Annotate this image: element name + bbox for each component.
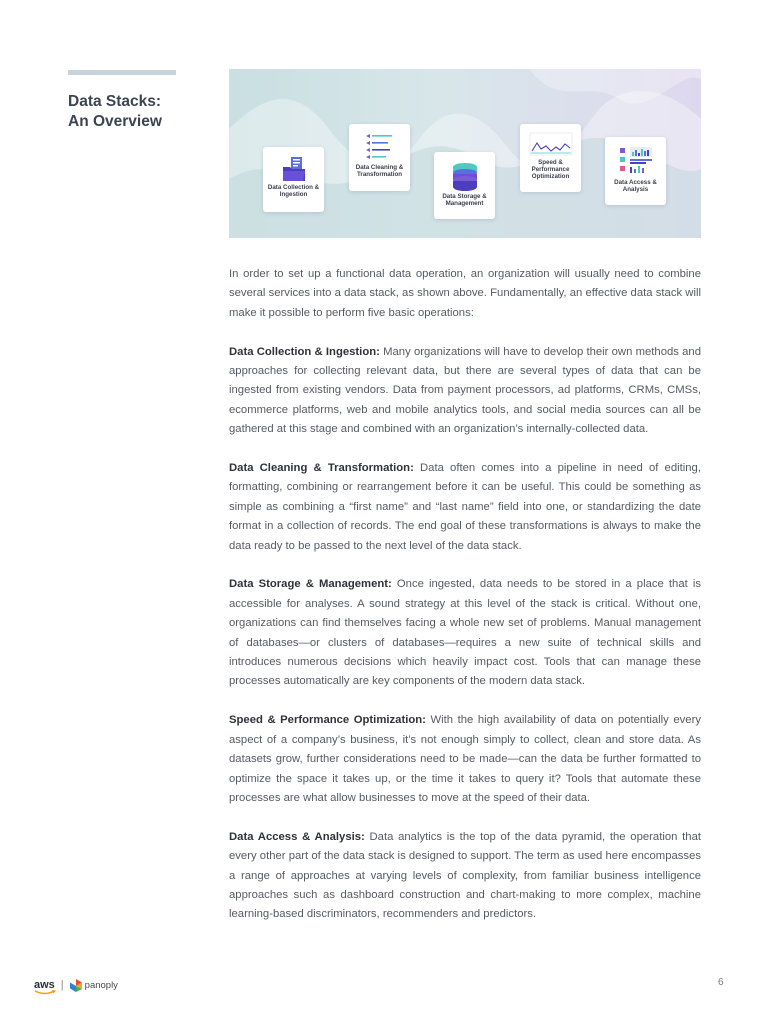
body-text — [229, 265, 701, 944]
stack-card-label: Data Access & Analysis — [614, 179, 657, 193]
section-heading: Data Access & Analysis: — [229, 830, 365, 843]
stack-card-cleaning — [349, 124, 410, 191]
data-stack-illustration — [229, 69, 701, 238]
footer-logos — [34, 976, 118, 994]
page-number: 6 — [718, 977, 724, 988]
section-cleaning — [229, 459, 701, 556]
database-stack-icon — [450, 161, 480, 193]
section-text: Many organizations will have to develop their own methods and approaches for collecting relevant data, but there are several types of data that can be ingested from existing vendors. Data from payment processors, ad platforms, CRMs, CMSs, ecommerce platforms, web and mobile analytics tools, and social media sources can all be gathered at this stage and combined with an organization’s internally-collected data. — [229, 345, 701, 436]
stack-card-label: Data Storage & Management — [442, 193, 487, 207]
section-heading: Data Cleaning & Transformation: — [229, 462, 414, 475]
section-text: Data often comes into a pipeline in need of editing, formatting, combining or rearrangement before it can be useful. This could be something as simple as combining a “first name” and “last name” field into one, or standardizing the date format in a collection of records. The end goal of these transformations is always to make the data ready to be passed to the next level of the data stack. — [229, 462, 701, 552]
logo-separator: | — [60, 979, 64, 991]
section-access — [229, 828, 701, 925]
stack-card-speed — [520, 124, 581, 192]
panoply-mark-icon — [70, 979, 82, 992]
stack-card-collection — [263, 147, 324, 212]
section-heading: Data Collection & Ingestion: — [229, 345, 380, 358]
section-storage — [229, 575, 701, 691]
aws-smile-icon — [34, 990, 56, 995]
page-title — [68, 92, 198, 132]
intro-paragraph: In order to set up a functional data operation, an organization will usually need to combine several services into a data stack, as shown above. Fundamentally, an effective data stack will make it possible to perform five basic operations: — [229, 268, 701, 319]
accent-bar — [68, 70, 176, 75]
line-graph-icon — [528, 129, 574, 159]
section-heading: Data Storage & Management: — [229, 578, 392, 591]
page-title-line2: An Overview — [68, 113, 162, 130]
stack-card-label: Data Collection & Ingestion — [267, 184, 320, 198]
section-text: Data analytics is the top of the data pyramid, the operation that every other part of the data stack is designed to support. The term as used here encompasses a range of approaches at varying levels of complexity, from familiar business intelligence approaches such as dashboard construction and chart-making to more complex, machine learning-based discriminators, recommenders and predictors. — [229, 830, 701, 921]
folder-documents-icon — [279, 154, 309, 184]
arrows-list-icon — [363, 128, 397, 164]
page-title-line1: Data Stacks: — [68, 93, 162, 110]
section-heading: Speed & Performance Optimization: — [229, 714, 426, 727]
stack-card-label: Speed & Performance Optimization — [531, 159, 570, 180]
panoply-logo-text: panoply — [84, 979, 118, 991]
aws-logo — [34, 979, 55, 991]
panoply-logo — [70, 979, 118, 992]
aws-logo-text: aws — [34, 979, 55, 991]
section-text: With the high availability of data on potentially every aspect of a company’s business, it’s not enough simply to collect, clean and store data. As datasets grow, further considerations need to be made—can the data be further formatted to optimize the space it takes up, or the time it takes to query it? Tools that automate these processes are what allow businesses to move at the speed of their data. — [229, 714, 701, 804]
stack-card-access — [605, 137, 666, 205]
section-text: Once ingested, data needs to be stored in a place that is accessible for analyses. A sound strategy at this level of the stack is critical. Without one, organizations can find themselves facing a whole new set of problems. Manual management of databases—or clusters of databases—requires a new suite of technical skills and introduces numerous decisions which heavily impact cost. Tools that can manage these processes automatically are key components of the modern data stack. — [229, 578, 701, 688]
dashboard-charts-icon — [616, 143, 656, 179]
stack-card-storage — [434, 152, 495, 219]
section-speed — [229, 711, 701, 808]
section-collection — [229, 343, 701, 440]
stack-card-label: Data Cleaning & Transformation — [355, 164, 404, 178]
